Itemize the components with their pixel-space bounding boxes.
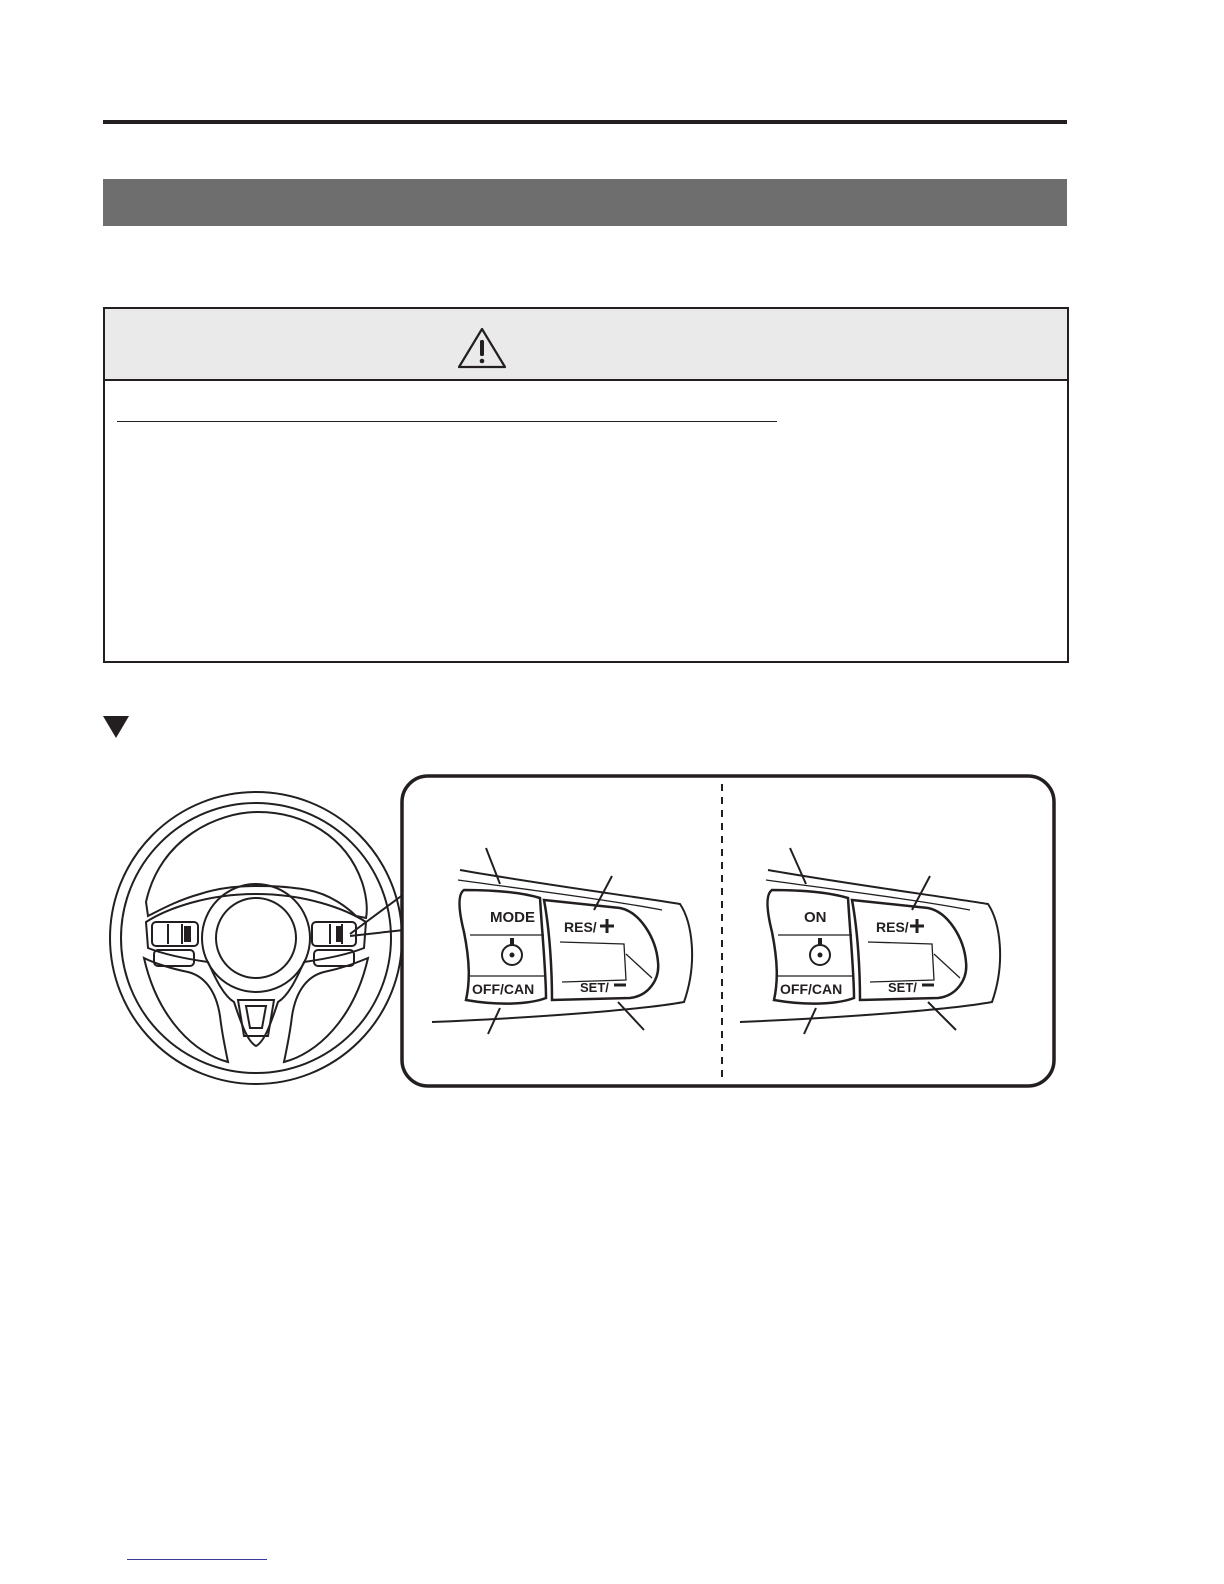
off-can-button-label-left: OFF/CAN: [472, 981, 535, 997]
set-button-label-right: SET/: [888, 980, 917, 995]
section-title-bar: [103, 179, 1067, 226]
warning-header: [105, 309, 1067, 381]
set-button-label-left: SET/: [580, 980, 609, 995]
warning-triangle-icon: [457, 327, 507, 369]
on-button-label: ON: [804, 909, 827, 926]
warning-box: [103, 307, 1069, 663]
switch-detail-panel: [400, 772, 1060, 1092]
res-button-label-right: RES/: [876, 919, 909, 935]
res-button-label-left: RES/: [564, 919, 597, 935]
mode-button-label: MODE: [490, 909, 535, 926]
footer-link-underline: [127, 1559, 267, 1560]
down-triangle-icon: [103, 716, 129, 738]
off-can-button-label-right: OFF/CAN: [780, 981, 843, 997]
header-rule: [103, 120, 1067, 124]
warning-heading-underline: [117, 421, 777, 422]
zoom-connector: [346, 890, 406, 950]
